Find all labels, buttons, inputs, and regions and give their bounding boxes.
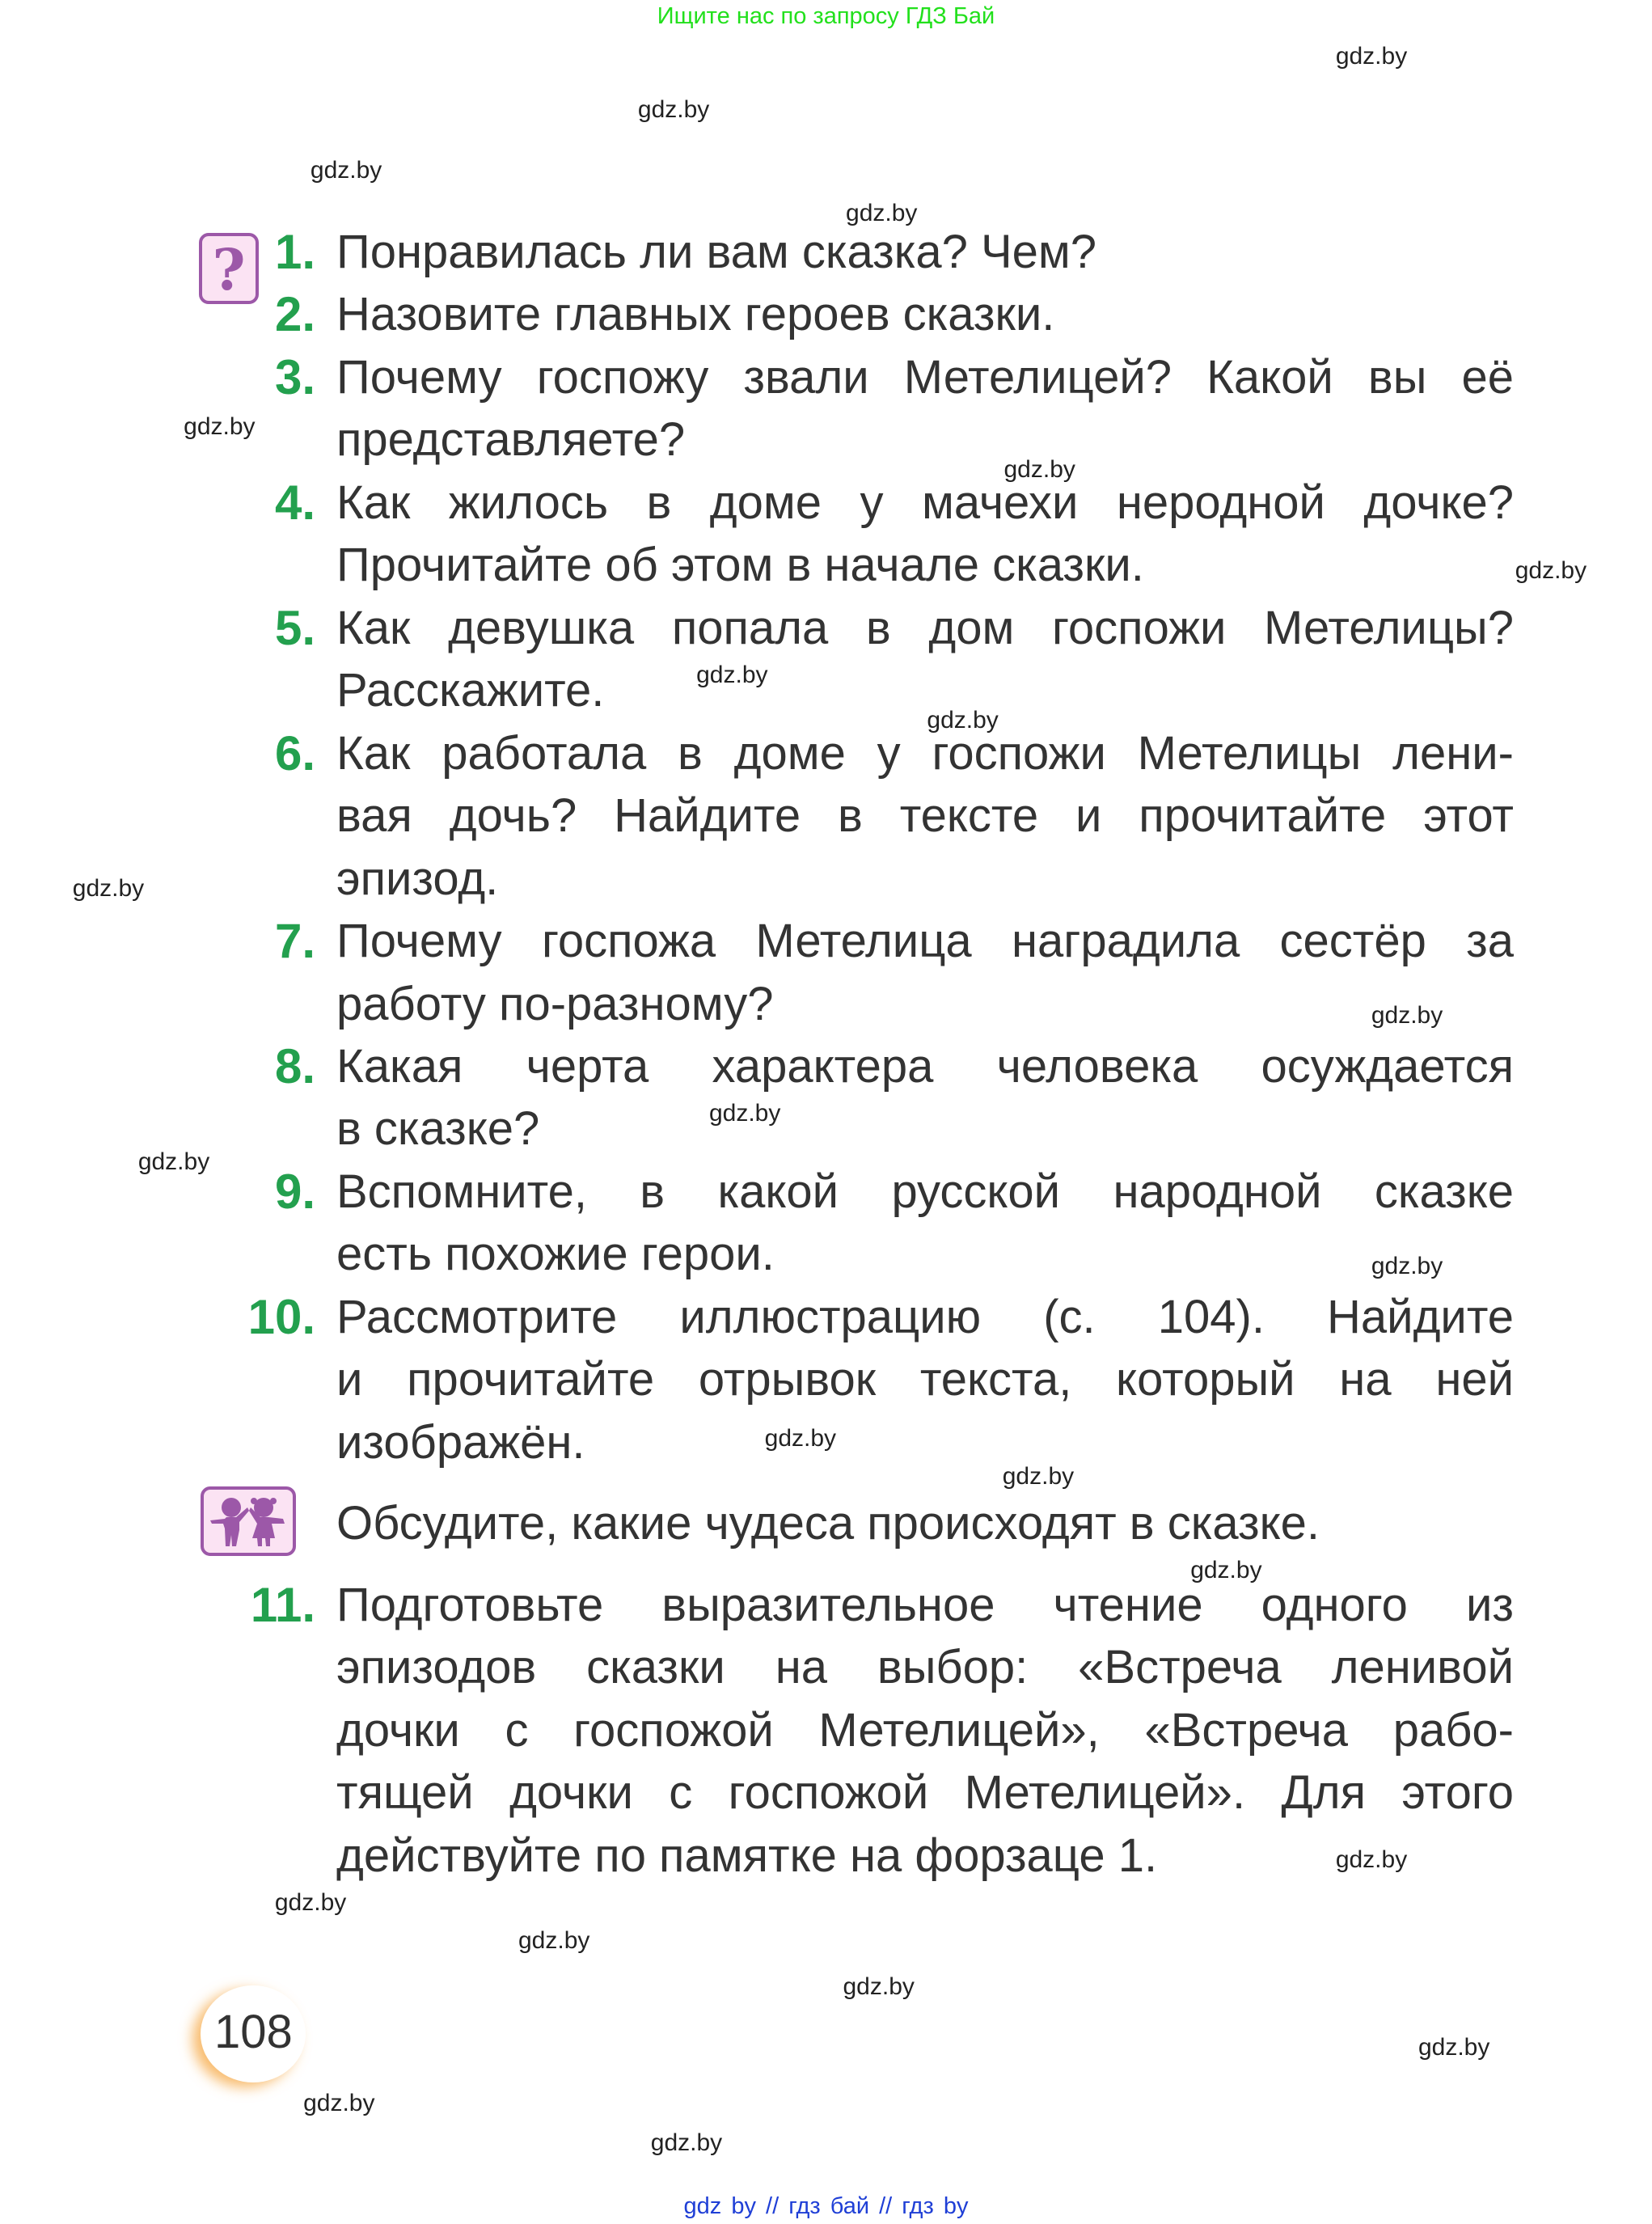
watermark: gdz.by <box>846 200 918 227</box>
question-number: 6. <box>274 725 315 780</box>
question-line: Как работала в доме у госпожи Метелицы лени- <box>336 726 1514 780</box>
question-line: Почему госпожа Метелица наградила сестёр за <box>336 915 1514 968</box>
search-hint-header[interactable]: Ищите нас по запросу ГДЗ Бай <box>657 3 995 29</box>
question-line: Расскажите. <box>336 664 605 717</box>
question-line: в сказке? <box>336 1102 540 1156</box>
question-line: Назовите главных героев сказки. <box>336 288 1055 341</box>
page-number: 108 <box>214 2006 293 2058</box>
question-line: и прочитайте отрывок текста, который на ней <box>336 1353 1514 1406</box>
question-line: есть похожие герои. <box>336 1228 775 1281</box>
question-line: Понравилась ли вам сказка? Чем? <box>336 225 1097 278</box>
question-line: работу по-разному? <box>336 977 774 1030</box>
question-line: Почему госпожу звали Метелицей? Какой вы её <box>336 350 1514 404</box>
footer-links[interactable]: gdz by // гдз бай // гдз by <box>683 2193 969 2219</box>
question-number: 9. <box>274 1164 315 1219</box>
watermark: gdz.by <box>764 1424 837 1452</box>
question-line: Прочитайте об этом в начале сказки. <box>336 539 1144 592</box>
watermark: gdz.by <box>1371 1001 1443 1029</box>
watermark: gdz.by <box>1190 1557 1262 1584</box>
question-number: 5. <box>274 600 315 655</box>
watermark: gdz.by <box>310 157 382 184</box>
svg-text:?: ? <box>212 236 246 301</box>
watermark: gdz.by <box>843 1972 915 2000</box>
question-line: тящей дочки с госпожой Метелицей». Для этого <box>336 1766 1514 1820</box>
question-number: 8. <box>274 1038 315 1093</box>
question-number: 4. <box>274 475 315 530</box>
question-line: Подготовьте выразительное чтение одного из <box>336 1578 1514 1631</box>
question-number: 7. <box>274 914 315 969</box>
question-line: изображён. <box>336 1415 585 1469</box>
watermark: gdz.by <box>1335 43 1408 70</box>
watermark: gdz.by <box>1371 1252 1443 1279</box>
question-number: 11. <box>250 1577 315 1632</box>
watermark: gdz.by <box>303 2089 375 2116</box>
watermark: gdz.by <box>184 413 256 441</box>
watermark: gdz.by <box>1418 2034 1490 2061</box>
question-number: 1. <box>274 224 315 279</box>
watermark: gdz.by <box>72 874 145 902</box>
question-line: вая дочь? Найдите в тексте и прочитайте этот <box>336 789 1514 843</box>
question-line: Вспомните, в какой русской народной сказке <box>336 1165 1514 1218</box>
question-line: Как девушка попала в дом госпожи Метелицы? <box>336 601 1514 654</box>
question-number: 10. <box>247 1289 315 1344</box>
watermark: gdz.by <box>1515 557 1587 585</box>
question-line: эпизод. <box>336 852 499 905</box>
question-line: Рассмотрите иллюстрацию (с. 104). Найдите <box>336 1290 1514 1343</box>
watermark: gdz.by <box>1002 1463 1075 1490</box>
question-line: представляете? <box>336 413 686 467</box>
watermark: gdz.by <box>637 95 710 123</box>
watermark: gdz.by <box>696 661 768 688</box>
watermark: gdz.by <box>1335 1846 1408 1873</box>
watermark: gdz.by <box>518 1927 590 1955</box>
watermark: gdz.by <box>650 2129 723 2157</box>
question-line: дочки с госпожой Метелицей», «Встреча рабо- <box>336 1703 1514 1757</box>
children-pair-icon <box>201 1486 296 1556</box>
question-number: 2. <box>274 287 315 342</box>
question-line: Как жилось в доме у мачехи неродной дочке? <box>336 476 1514 529</box>
question-line: Какая черта характера человека осуждается <box>336 1039 1514 1093</box>
watermark: gdz.by <box>1003 456 1075 484</box>
watermark: gdz.by <box>708 1100 781 1127</box>
watermark: gdz.by <box>137 1148 210 1175</box>
watermark: gdz.by <box>927 707 999 734</box>
watermark: gdz.by <box>274 1888 347 1916</box>
question-number: 3. <box>274 349 315 404</box>
question-line: Обсудите, какие чудеса происходят в сказке. <box>336 1497 1320 1550</box>
question-line: действуйте по памятке на форзаце 1. <box>336 1829 1158 1882</box>
question-line: эпизодов сказки на выбор: «Встреча ленивой <box>336 1641 1514 1694</box>
